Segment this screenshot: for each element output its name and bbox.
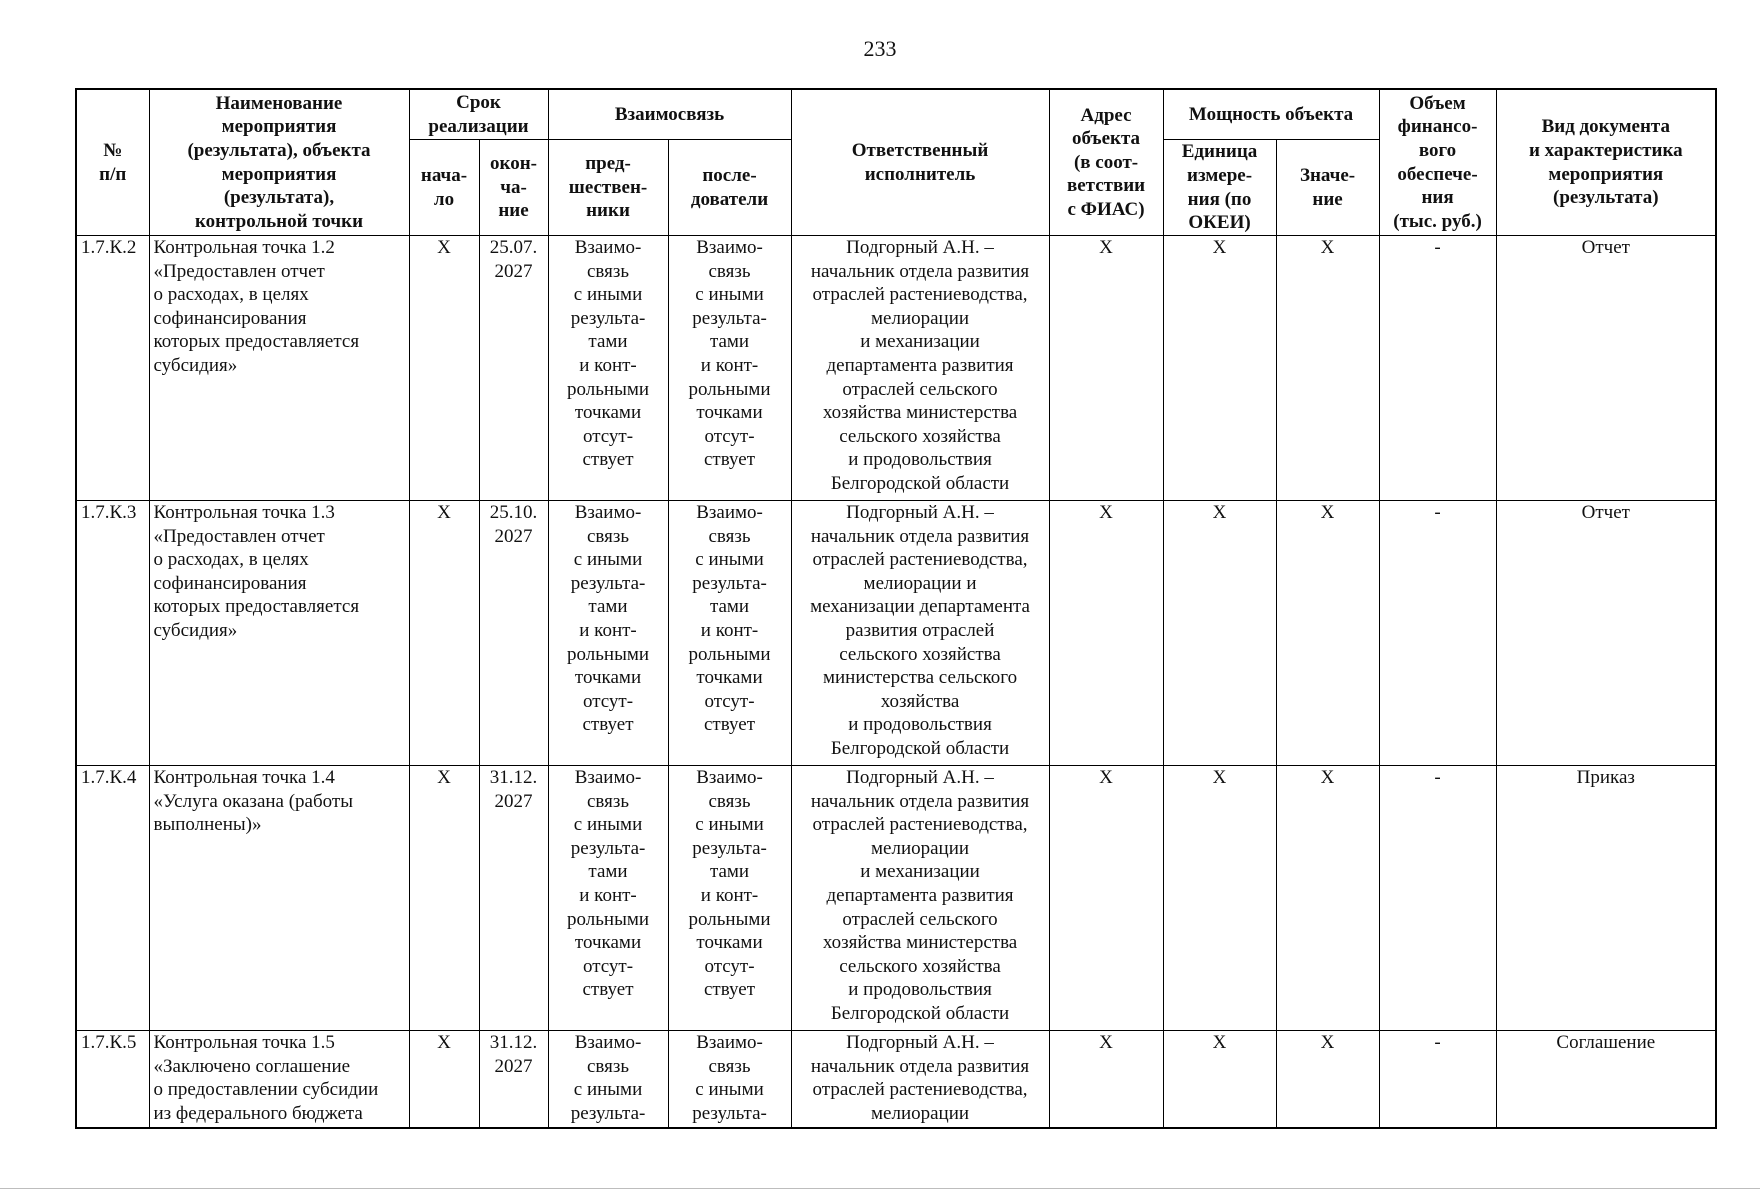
table-row — [76, 1031, 1716, 1129]
row-responsible: Подгорный А.Н. – начальник отдела развития отраслей растениеводства, мелиорации — [791, 1031, 1049, 1129]
row-finance: - — [1379, 236, 1496, 501]
row-successors: Взаимо- связь с иными результа- тами и конт- рольными точками отсут- ствует — [668, 766, 791, 1031]
header-document: Вид документа и характеристика мероприятия (результата) — [1496, 89, 1716, 236]
plan-table — [75, 88, 1717, 1129]
table-header — [76, 89, 1716, 236]
header-value: Значе- ние — [1276, 140, 1379, 236]
row-num: 1.7.К.3 — [76, 501, 149, 766]
row-end: 25.10. 2027 — [479, 501, 548, 766]
row-value: Х — [1276, 501, 1379, 766]
row-predecessors: Взаимо- связь с иными результа- тами и конт- рольными точками отсут- ствует — [548, 501, 668, 766]
row-predecessors: Взаимо- связь с иными результа- тами и конт- рольными точками отсут- ствует — [548, 766, 668, 1031]
table-row — [76, 236, 1716, 501]
row-document: Соглашение — [1496, 1031, 1716, 1129]
row-value: Х — [1276, 236, 1379, 501]
row-document: Отчет — [1496, 501, 1716, 766]
row-num: 1.7.К.2 — [76, 236, 149, 501]
row-start: Х — [409, 1031, 479, 1129]
row-finance: - — [1379, 1031, 1496, 1129]
header-successors: после- дователи — [668, 140, 791, 236]
header-responsible: Ответственный исполнитель — [791, 89, 1049, 236]
row-start: Х — [409, 236, 479, 501]
row-predecessors: Взаимо- связь с иными результа- — [548, 1031, 668, 1129]
row-document: Отчет — [1496, 236, 1716, 501]
row-unit: Х — [1163, 766, 1276, 1031]
header-capacity: Мощность объекта — [1163, 89, 1379, 140]
row-unit: Х — [1163, 501, 1276, 766]
row-num: 1.7.К.4 — [76, 766, 149, 1031]
row-unit: Х — [1163, 1031, 1276, 1129]
row-value: Х — [1276, 766, 1379, 1031]
row-num: 1.7.К.5 — [76, 1031, 149, 1129]
row-successors: Взаимо- связь с иными результа- тами и конт- рольными точками отсут- ствует — [668, 501, 791, 766]
table-row — [76, 501, 1716, 766]
row-unit: Х — [1163, 236, 1276, 501]
row-successors: Взаимо- связь с иными результа- — [668, 1031, 791, 1129]
row-name: Контрольная точка 1.2 «Предоставлен отчет о расходах, в целях софинансирования которых предоставляется субсидия» — [149, 236, 409, 501]
header-finance: Объем финансо- вого обеспече- ния (тыс. руб.) — [1379, 89, 1496, 236]
table-row — [76, 766, 1716, 1031]
row-address: Х — [1049, 1031, 1163, 1129]
row-address: Х — [1049, 236, 1163, 501]
row-predecessors: Взаимо- связь с иными результа- тами и конт- рольными точками отсут- ствует — [548, 236, 668, 501]
row-document: Приказ — [1496, 766, 1716, 1031]
row-successors: Взаимо- связь с иными результа- тами и конт- рольными точками отсут- ствует — [668, 236, 791, 501]
row-end: 31.12. 2027 — [479, 1031, 548, 1129]
row-end: 31.12. 2027 — [479, 766, 548, 1031]
header-link: Взаимосвязь — [548, 89, 791, 140]
header-period: Срок реализации — [409, 89, 548, 140]
row-value: Х — [1276, 1031, 1379, 1129]
header-predecessors: пред- шествен- ники — [548, 140, 668, 236]
row-responsible: Подгорный А.Н. – начальник отдела развития отраслей растениеводства, мелиорации и механизации департамента развития отраслей сельского хозяйства министерства сельского хозяйства и продовольствия Белгородской области — [791, 501, 1049, 766]
table-body — [76, 236, 1716, 1129]
header-start: нача- ло — [409, 140, 479, 236]
row-finance: - — [1379, 501, 1496, 766]
row-start: Х — [409, 501, 479, 766]
header-address: Адрес объекта (в соот- ветствии с ФИАС) — [1049, 89, 1163, 236]
row-end: 25.07. 2027 — [479, 236, 548, 501]
row-finance: - — [1379, 766, 1496, 1031]
page-number: 233 — [863, 36, 897, 61]
row-responsible: Подгорный А.Н. – начальник отдела развития отраслей растениеводства, мелиорации и механизации департамента развития отраслей сельского хозяйства министерства сельского хозяйства и продовольствия Белгородской области — [791, 236, 1049, 501]
header-name: Наименование мероприятия (результата), объекта мероприятия (результата), контрольной точки — [149, 89, 409, 236]
row-start: Х — [409, 766, 479, 1031]
row-name: Контрольная точка 1.3 «Предоставлен отчет о расходах, в целях софинансирования которых предоставляется субсидия» — [149, 501, 409, 766]
header-end: окон- ча- ние — [479, 140, 548, 236]
footer-rule — [0, 1188, 1760, 1189]
row-address: Х — [1049, 501, 1163, 766]
row-name: Контрольная точка 1.4 «Услуга оказана (работы выполнены)» — [149, 766, 409, 1031]
row-address: Х — [1049, 766, 1163, 1031]
row-responsible: Подгорный А.Н. – начальник отдела развития отраслей растениеводства, мелиорации и механизации департамента развития отраслей сельского хозяйства министерства сельского хозяйства и продовольствия Белгородской области — [791, 766, 1049, 1031]
header-num: № п/п — [76, 89, 149, 236]
row-name: Контрольная точка 1.5 «Заключено соглашение о предоставлении субсидии из федерального бюджета — [149, 1031, 409, 1129]
header-unit: Единица измере- ния (по ОКЕИ) — [1163, 140, 1276, 236]
